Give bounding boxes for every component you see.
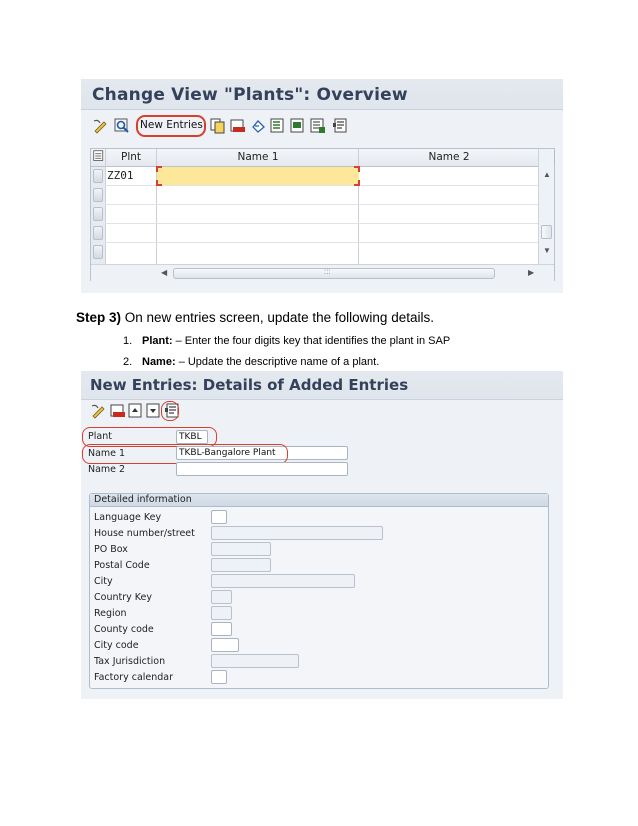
delete-icon[interactable]	[230, 118, 246, 134]
next-entry-icon[interactable]	[146, 403, 162, 419]
highlight-name-1	[82, 444, 288, 464]
screen-title: New Entries: Details of Added Entries	[90, 376, 409, 394]
print-icon[interactable]	[332, 118, 348, 134]
display-change-icon[interactable]	[91, 403, 107, 419]
row-divider	[105, 223, 539, 224]
highlight-print-icon	[161, 401, 179, 421]
plants-table	[90, 148, 555, 281]
column-header-plnt[interactable]: Plnt	[120, 151, 142, 163]
table-settings-icon[interactable]	[93, 150, 105, 162]
scroll-left-icon[interactable]: ◀	[161, 268, 168, 277]
undo-icon[interactable]	[250, 118, 266, 134]
row-selector[interactable]	[93, 245, 103, 259]
region-field[interactable]	[211, 606, 232, 620]
county-code-field[interactable]	[211, 622, 232, 636]
vertical-scroll-thumb[interactable]	[541, 225, 552, 239]
title-bar	[81, 79, 563, 110]
focus-corner	[354, 180, 360, 186]
previous-entry-icon[interactable]	[128, 403, 144, 419]
column-header-name-2[interactable]: Name 2	[428, 151, 470, 163]
postal-code-label: Postal Code	[94, 560, 150, 571]
tax-jurisdiction-field[interactable]	[211, 654, 299, 668]
list-number: 2.	[123, 356, 133, 368]
select-all-icon[interactable]	[270, 118, 286, 134]
find-icon[interactable]	[114, 118, 130, 134]
vertical-scrollbar[interactable]	[538, 149, 554, 264]
copy-icon[interactable]	[210, 118, 226, 134]
column-header-name-1[interactable]: Name 1	[237, 151, 279, 163]
group-header	[90, 494, 548, 507]
row-divider	[105, 242, 539, 243]
list-label: Name:	[142, 356, 176, 368]
region-label: Region	[94, 608, 127, 619]
list-item	[123, 335, 450, 347]
horizontal-scrollbar[interactable]	[91, 264, 554, 281]
step-heading	[76, 310, 434, 325]
country-key-label: Country Key	[94, 592, 152, 603]
select-block-icon[interactable]	[290, 118, 306, 134]
scroll-up-icon[interactable]: ▲	[543, 170, 551, 179]
step-label: Step 3)	[76, 310, 122, 325]
tax-jurisdiction-label: Tax Jurisdiction	[94, 656, 166, 667]
plant-label: Plant	[88, 431, 112, 442]
scroll-grip: :::	[324, 267, 331, 276]
row-selector[interactable]	[93, 188, 103, 202]
detailed-information-group	[89, 493, 549, 689]
row-selector-column	[91, 167, 105, 264]
city-code-field[interactable]	[211, 638, 239, 652]
county-code-label: County code	[94, 624, 154, 635]
deselect-all-icon[interactable]	[310, 118, 326, 134]
name-2-field[interactable]	[176, 462, 348, 476]
cell-name-1-active[interactable]	[157, 167, 359, 185]
country-key-field[interactable]	[211, 590, 232, 604]
focus-corner	[156, 166, 162, 172]
city-code-label: City code	[94, 640, 139, 651]
highlight-new-entries	[136, 115, 206, 137]
city-field[interactable]	[211, 574, 355, 588]
factory-calendar-label: Factory calendar	[94, 672, 174, 683]
row-selector[interactable]	[93, 207, 103, 221]
list-number: 1.	[123, 335, 133, 347]
row-divider	[105, 185, 539, 186]
toolbar	[81, 111, 563, 141]
focus-corner	[354, 166, 360, 172]
title-bar	[81, 371, 563, 400]
plant-field[interactable]: TKBL	[176, 430, 208, 444]
horizontal-scroll-thumb[interactable]	[173, 268, 495, 279]
postal-code-field[interactable]	[211, 558, 271, 572]
row-selector[interactable]	[93, 226, 103, 240]
plants-overview-screenshot	[81, 79, 563, 293]
list-label: Plant:	[142, 335, 173, 347]
row-selector[interactable]	[93, 169, 103, 183]
house-number-street-label: House number/street	[94, 528, 195, 539]
list-text: – Update the descriptive name of a plant.	[178, 356, 380, 368]
language-key-field[interactable]	[211, 510, 227, 524]
group-title: Detailed information	[94, 494, 192, 505]
screen-title: Change View "Plants": Overview	[92, 85, 408, 105]
list-item	[123, 356, 379, 368]
name-1-label: Name 1	[88, 448, 126, 459]
focus-corner	[156, 180, 162, 186]
po-box-field[interactable]	[211, 542, 271, 556]
display-change-icon[interactable]	[93, 118, 109, 134]
table-header	[91, 149, 554, 167]
factory-calendar-field[interactable]	[211, 670, 227, 684]
new-entries-button[interactable]: New Entries	[140, 119, 203, 131]
new-entries-screenshot	[81, 371, 563, 699]
scroll-down-icon[interactable]: ▼	[543, 246, 551, 255]
city-label: City	[94, 576, 113, 587]
name-2-label: Name 2	[88, 464, 126, 475]
step-text: On new entries screen, update the following details.	[124, 310, 434, 325]
delete-icon[interactable]	[110, 403, 126, 419]
name-1-field[interactable]: TKBL-Bangalore Plant	[176, 446, 348, 460]
row-divider	[105, 204, 539, 205]
column-divider	[105, 149, 106, 264]
po-box-label: PO Box	[94, 544, 128, 555]
list-text: – Enter the four digits key that identifies the plant in SAP	[175, 335, 451, 347]
language-key-label: Language Key	[94, 512, 162, 523]
cell-plnt[interactable]: ZZ01	[107, 169, 134, 182]
house-number-street-field[interactable]	[211, 526, 383, 540]
scroll-right-icon[interactable]: ▶	[528, 268, 535, 277]
